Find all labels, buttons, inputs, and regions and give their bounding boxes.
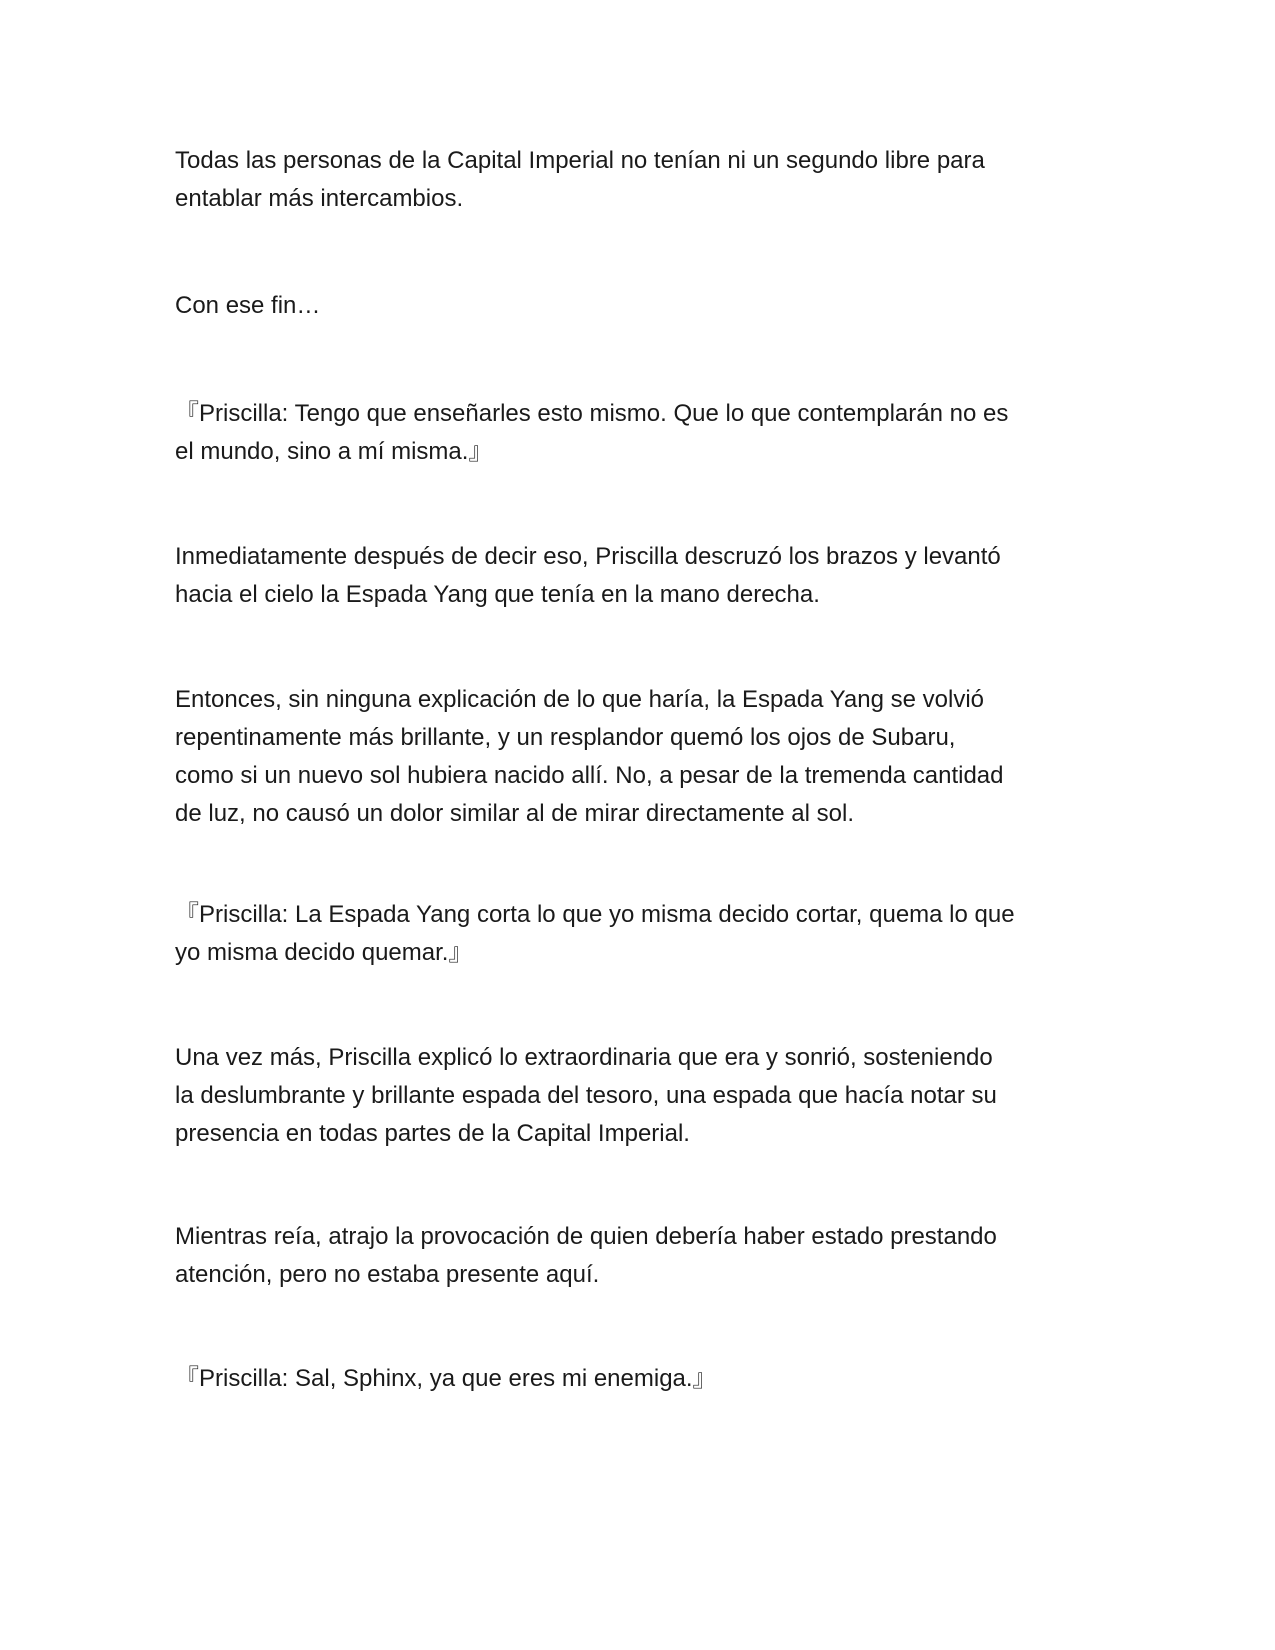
text-line: la deslumbrante y brillante espada del tesoro, una espada que hacía notar su — [175, 1082, 997, 1109]
text-line: presencia en todas partes de la Capital Imperial. — [175, 1120, 690, 1147]
text-line: Todas las personas de la Capital Imperial no tenían ni un segundo libre para — [175, 147, 985, 174]
paragraph-2 — [175, 287, 1095, 325]
text-line: el mundo, sino a mí misma.』 — [175, 438, 493, 465]
paragraph-3 — [175, 538, 1095, 614]
text-line: Entonces, sin ninguna explicación de lo que haría, la Espada Yang se volvió — [175, 686, 984, 713]
text-line: Mientras reía, atrajo la provocación de quien debería haber estado prestando — [175, 1223, 997, 1250]
text-line: 『Priscilla: Tengo que enseñarles esto mismo. Que lo que contemplarán no es — [175, 400, 1009, 427]
text-line: hacia el cielo la Espada Yang que tenía en la mano derecha. — [175, 581, 820, 608]
paragraph-4 — [175, 681, 1095, 833]
text-line: entablar más intercambios. — [175, 185, 464, 212]
text-line: 『Priscilla: La Espada Yang corta lo que yo misma decido cortar, quema lo que — [175, 901, 1015, 928]
text-line: como si un nuevo sol hubiera nacido allí. No, a pesar de la tremenda cantidad — [175, 762, 1004, 789]
paragraph-5 — [175, 1039, 1095, 1153]
dialogue-paragraph-1 — [175, 395, 1095, 471]
text-line: Una vez más, Priscilla explicó lo extraordinaria que era y sonrió, sosteniendo — [175, 1044, 993, 1071]
paragraph-6 — [175, 1218, 1095, 1294]
paragraph-1 — [175, 142, 1095, 218]
text-line: 『Priscilla: Sal, Sphinx, ya que eres mi enemiga.』 — [175, 1365, 717, 1392]
dialogue-paragraph-2 — [175, 896, 1095, 972]
dialogue-paragraph-3 — [175, 1360, 1095, 1398]
text-line: yo misma decido quemar.』 — [175, 939, 473, 966]
text-line: de luz, no causó un dolor similar al de mirar directamente al sol. — [175, 800, 854, 827]
text-line: atención, pero no estaba presente aquí. — [175, 1261, 600, 1288]
text-line: repentinamente más brillante, y un resplandor quemó los ojos de Subaru, — [175, 724, 956, 751]
text-line: Con ese fin… — [175, 292, 321, 319]
text-line: Inmediatamente después de decir eso, Priscilla descruzó los brazos y levantó — [175, 543, 1001, 570]
